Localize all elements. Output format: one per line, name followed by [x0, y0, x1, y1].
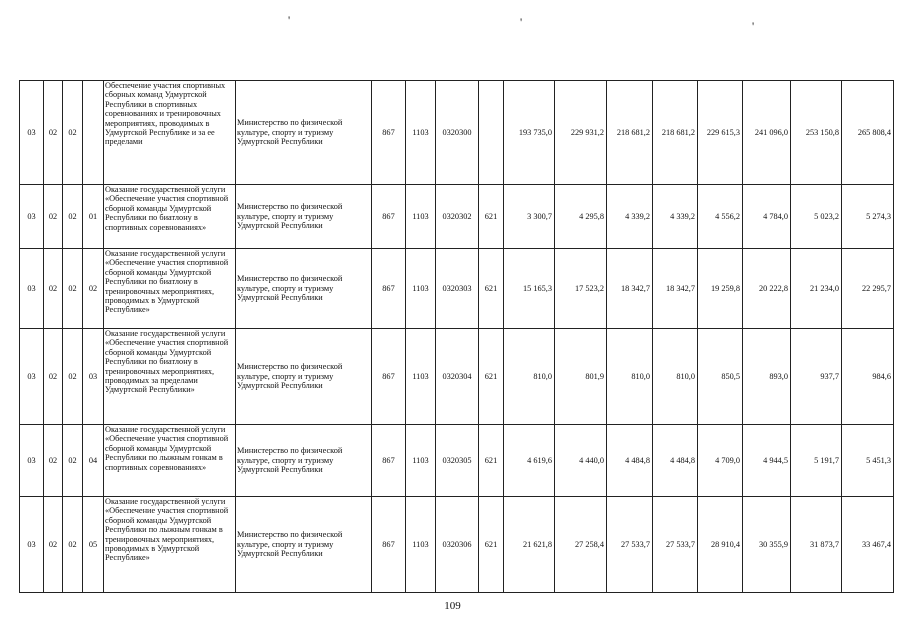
value-cell: 241 096,0: [743, 81, 791, 185]
ministry-cell: Министерство по физической культуре, спорту и туризму Удмуртской Республики: [236, 497, 372, 593]
vr-cell: 621: [479, 497, 504, 593]
grbs-cell: 867: [372, 425, 406, 497]
value-cell: 18 342,7: [653, 249, 698, 329]
rzpr-cell: 1103: [406, 425, 436, 497]
grbs-cell: 867: [372, 249, 406, 329]
table-row: [20, 425, 894, 497]
value-cell: 5 191,7: [791, 425, 842, 497]
value-cell: 4 484,8: [653, 425, 698, 497]
csr-cell: 0320305: [436, 425, 479, 497]
scan-mark: ': [520, 15, 523, 29]
value-cell: 19 259,8: [698, 249, 743, 329]
value-cell: 27 533,7: [607, 497, 653, 593]
code-cell: 03: [20, 81, 44, 185]
grbs-cell: 867: [372, 81, 406, 185]
code-cell: 03: [20, 425, 44, 497]
table-row: [20, 185, 894, 249]
value-cell: 4 339,2: [607, 185, 653, 249]
ministry-cell: Министерство по физической культуре, спорту и туризму Удмуртской Республики: [236, 185, 372, 249]
value-cell: 810,0: [607, 329, 653, 425]
scan-mark: ': [752, 19, 755, 33]
grbs-cell: 867: [372, 329, 406, 425]
activity-name-cell: Оказание государственной услуги «Обеспечение участия спортивной сборной команды Удмуртской Республики по лыжным гонкам в тренировочных мероприятиях, проводимых в Удмуртской Республике»: [104, 497, 236, 593]
value-cell: 31 873,7: [791, 497, 842, 593]
value-cell: 4 619,6: [504, 425, 555, 497]
code-cell: 02: [63, 425, 83, 497]
code-cell: 02: [44, 497, 63, 593]
value-cell: 22 295,7: [842, 249, 894, 329]
value-cell: 253 150,8: [791, 81, 842, 185]
rzpr-cell: 1103: [406, 249, 436, 329]
rzpr-cell: 1103: [406, 81, 436, 185]
value-cell: 4 440,0: [555, 425, 607, 497]
code-cell: 03: [20, 497, 44, 593]
activity-name-cell: Оказание государственной услуги «Обеспечение участия спортивной сборной команды Удмуртской Республики по биатлону в спортивных соревнованиях»: [104, 185, 236, 249]
vr-cell: 621: [479, 185, 504, 249]
value-cell: 4 339,2: [653, 185, 698, 249]
code-cell: 02: [44, 425, 63, 497]
value-cell: 3 300,7: [504, 185, 555, 249]
code-cell: 02: [63, 497, 83, 593]
grbs-cell: 867: [372, 185, 406, 249]
vr-cell: 621: [479, 249, 504, 329]
value-cell: 810,0: [504, 329, 555, 425]
csr-cell: 0320304: [436, 329, 479, 425]
csr-cell: 0320303: [436, 249, 479, 329]
page-number: 109: [444, 600, 461, 612]
value-cell: 21 234,0: [791, 249, 842, 329]
ministry-cell: Министерство по физической культуре, спорту и туризму Удмуртской Республики: [236, 425, 372, 497]
value-cell: 984,6: [842, 329, 894, 425]
csr-cell: 0320300: [436, 81, 479, 185]
csr-cell: 0320306: [436, 497, 479, 593]
code-cell: 02: [83, 249, 104, 329]
value-cell: 27 258,4: [555, 497, 607, 593]
code-cell: 05: [83, 497, 104, 593]
value-cell: 4 295,8: [555, 185, 607, 249]
code-cell: 03: [20, 249, 44, 329]
code-cell: 02: [63, 185, 83, 249]
ministry-cell: Министерство по физической культуре, спорту и туризму Удмуртской Республики: [236, 249, 372, 329]
table-body: [20, 81, 894, 593]
rzpr-cell: 1103: [406, 329, 436, 425]
value-cell: 937,7: [791, 329, 842, 425]
value-cell: 4 709,0: [698, 425, 743, 497]
value-cell: 5 451,3: [842, 425, 894, 497]
activity-name-cell: Оказание государственной услуги «Обеспечение участия спортивной сборной команды Удмуртской Республики по биатлону в тренировочных мероприятиях, проводимых за пределами Удмуртской Республики»: [104, 329, 236, 425]
scan-mark: ': [288, 13, 291, 27]
value-cell: 18 342,7: [607, 249, 653, 329]
table-row: [20, 329, 894, 425]
code-cell: 02: [44, 81, 63, 185]
value-cell: 893,0: [743, 329, 791, 425]
code-cell: 01: [83, 185, 104, 249]
value-cell: 810,0: [653, 329, 698, 425]
activity-name-cell: Обеспечение участия спортивных сборных команд Удмуртской Республики в спортивных соревнованиях и тренировочных мероприятиях, проводимых в Удмуртской Республике и за ее пределами: [104, 81, 236, 185]
value-cell: 5 274,3: [842, 185, 894, 249]
code-cell: 02: [44, 329, 63, 425]
table-row: [20, 81, 894, 185]
value-cell: 218 681,2: [607, 81, 653, 185]
value-cell: 4 556,2: [698, 185, 743, 249]
value-cell: 15 165,3: [504, 249, 555, 329]
code-cell: [83, 81, 104, 185]
value-cell: 5 023,2: [791, 185, 842, 249]
code-cell: 02: [63, 329, 83, 425]
rzpr-cell: 1103: [406, 497, 436, 593]
value-cell: 4 944,5: [743, 425, 791, 497]
ministry-cell: Министерство по физической культуре, спорту и туризму Удмуртской Республики: [236, 329, 372, 425]
table-row: [20, 249, 894, 329]
code-cell: 04: [83, 425, 104, 497]
value-cell: 850,5: [698, 329, 743, 425]
value-cell: 33 467,4: [842, 497, 894, 593]
code-cell: 03: [83, 329, 104, 425]
value-cell: 28 910,4: [698, 497, 743, 593]
csr-cell: 0320302: [436, 185, 479, 249]
value-cell: 17 523,2: [555, 249, 607, 329]
activity-name-cell: Оказание государственной услуги «Обеспечение участия спортивной сборной команды Удмуртской Республики по биатлону в тренировочных мероприятиях, проводимых в Удмуртской Республике»: [104, 249, 236, 329]
value-cell: 30 355,9: [743, 497, 791, 593]
value-cell: 21 621,8: [504, 497, 555, 593]
vr-cell: 621: [479, 425, 504, 497]
rzpr-cell: 1103: [406, 185, 436, 249]
value-cell: 20 222,8: [743, 249, 791, 329]
ministry-cell: Министерство по физической культуре, спорту и туризму Удмуртской Республики: [236, 81, 372, 185]
code-cell: 02: [44, 185, 63, 249]
code-cell: 02: [63, 81, 83, 185]
value-cell: 265 808,4: [842, 81, 894, 185]
activity-name-cell: Оказание государственной услуги «Обеспечение участия спортивной сборной команды Удмуртской Республики по лыжным гонкам в спортивных соревнованиях»: [104, 425, 236, 497]
value-cell: 218 681,2: [653, 81, 698, 185]
value-cell: 801,9: [555, 329, 607, 425]
code-cell: 03: [20, 329, 44, 425]
table-row: [20, 497, 894, 593]
value-cell: 193 735,0: [504, 81, 555, 185]
vr-cell: [479, 81, 504, 185]
vr-cell: 621: [479, 329, 504, 425]
budget-table: [19, 80, 894, 593]
value-cell: 229 615,3: [698, 81, 743, 185]
value-cell: 4 784,0: [743, 185, 791, 249]
value-cell: 27 533,7: [653, 497, 698, 593]
code-cell: 03: [20, 185, 44, 249]
code-cell: 02: [63, 249, 83, 329]
code-cell: 02: [44, 249, 63, 329]
value-cell: 229 931,2: [555, 81, 607, 185]
grbs-cell: 867: [372, 497, 406, 593]
value-cell: 4 484,8: [607, 425, 653, 497]
